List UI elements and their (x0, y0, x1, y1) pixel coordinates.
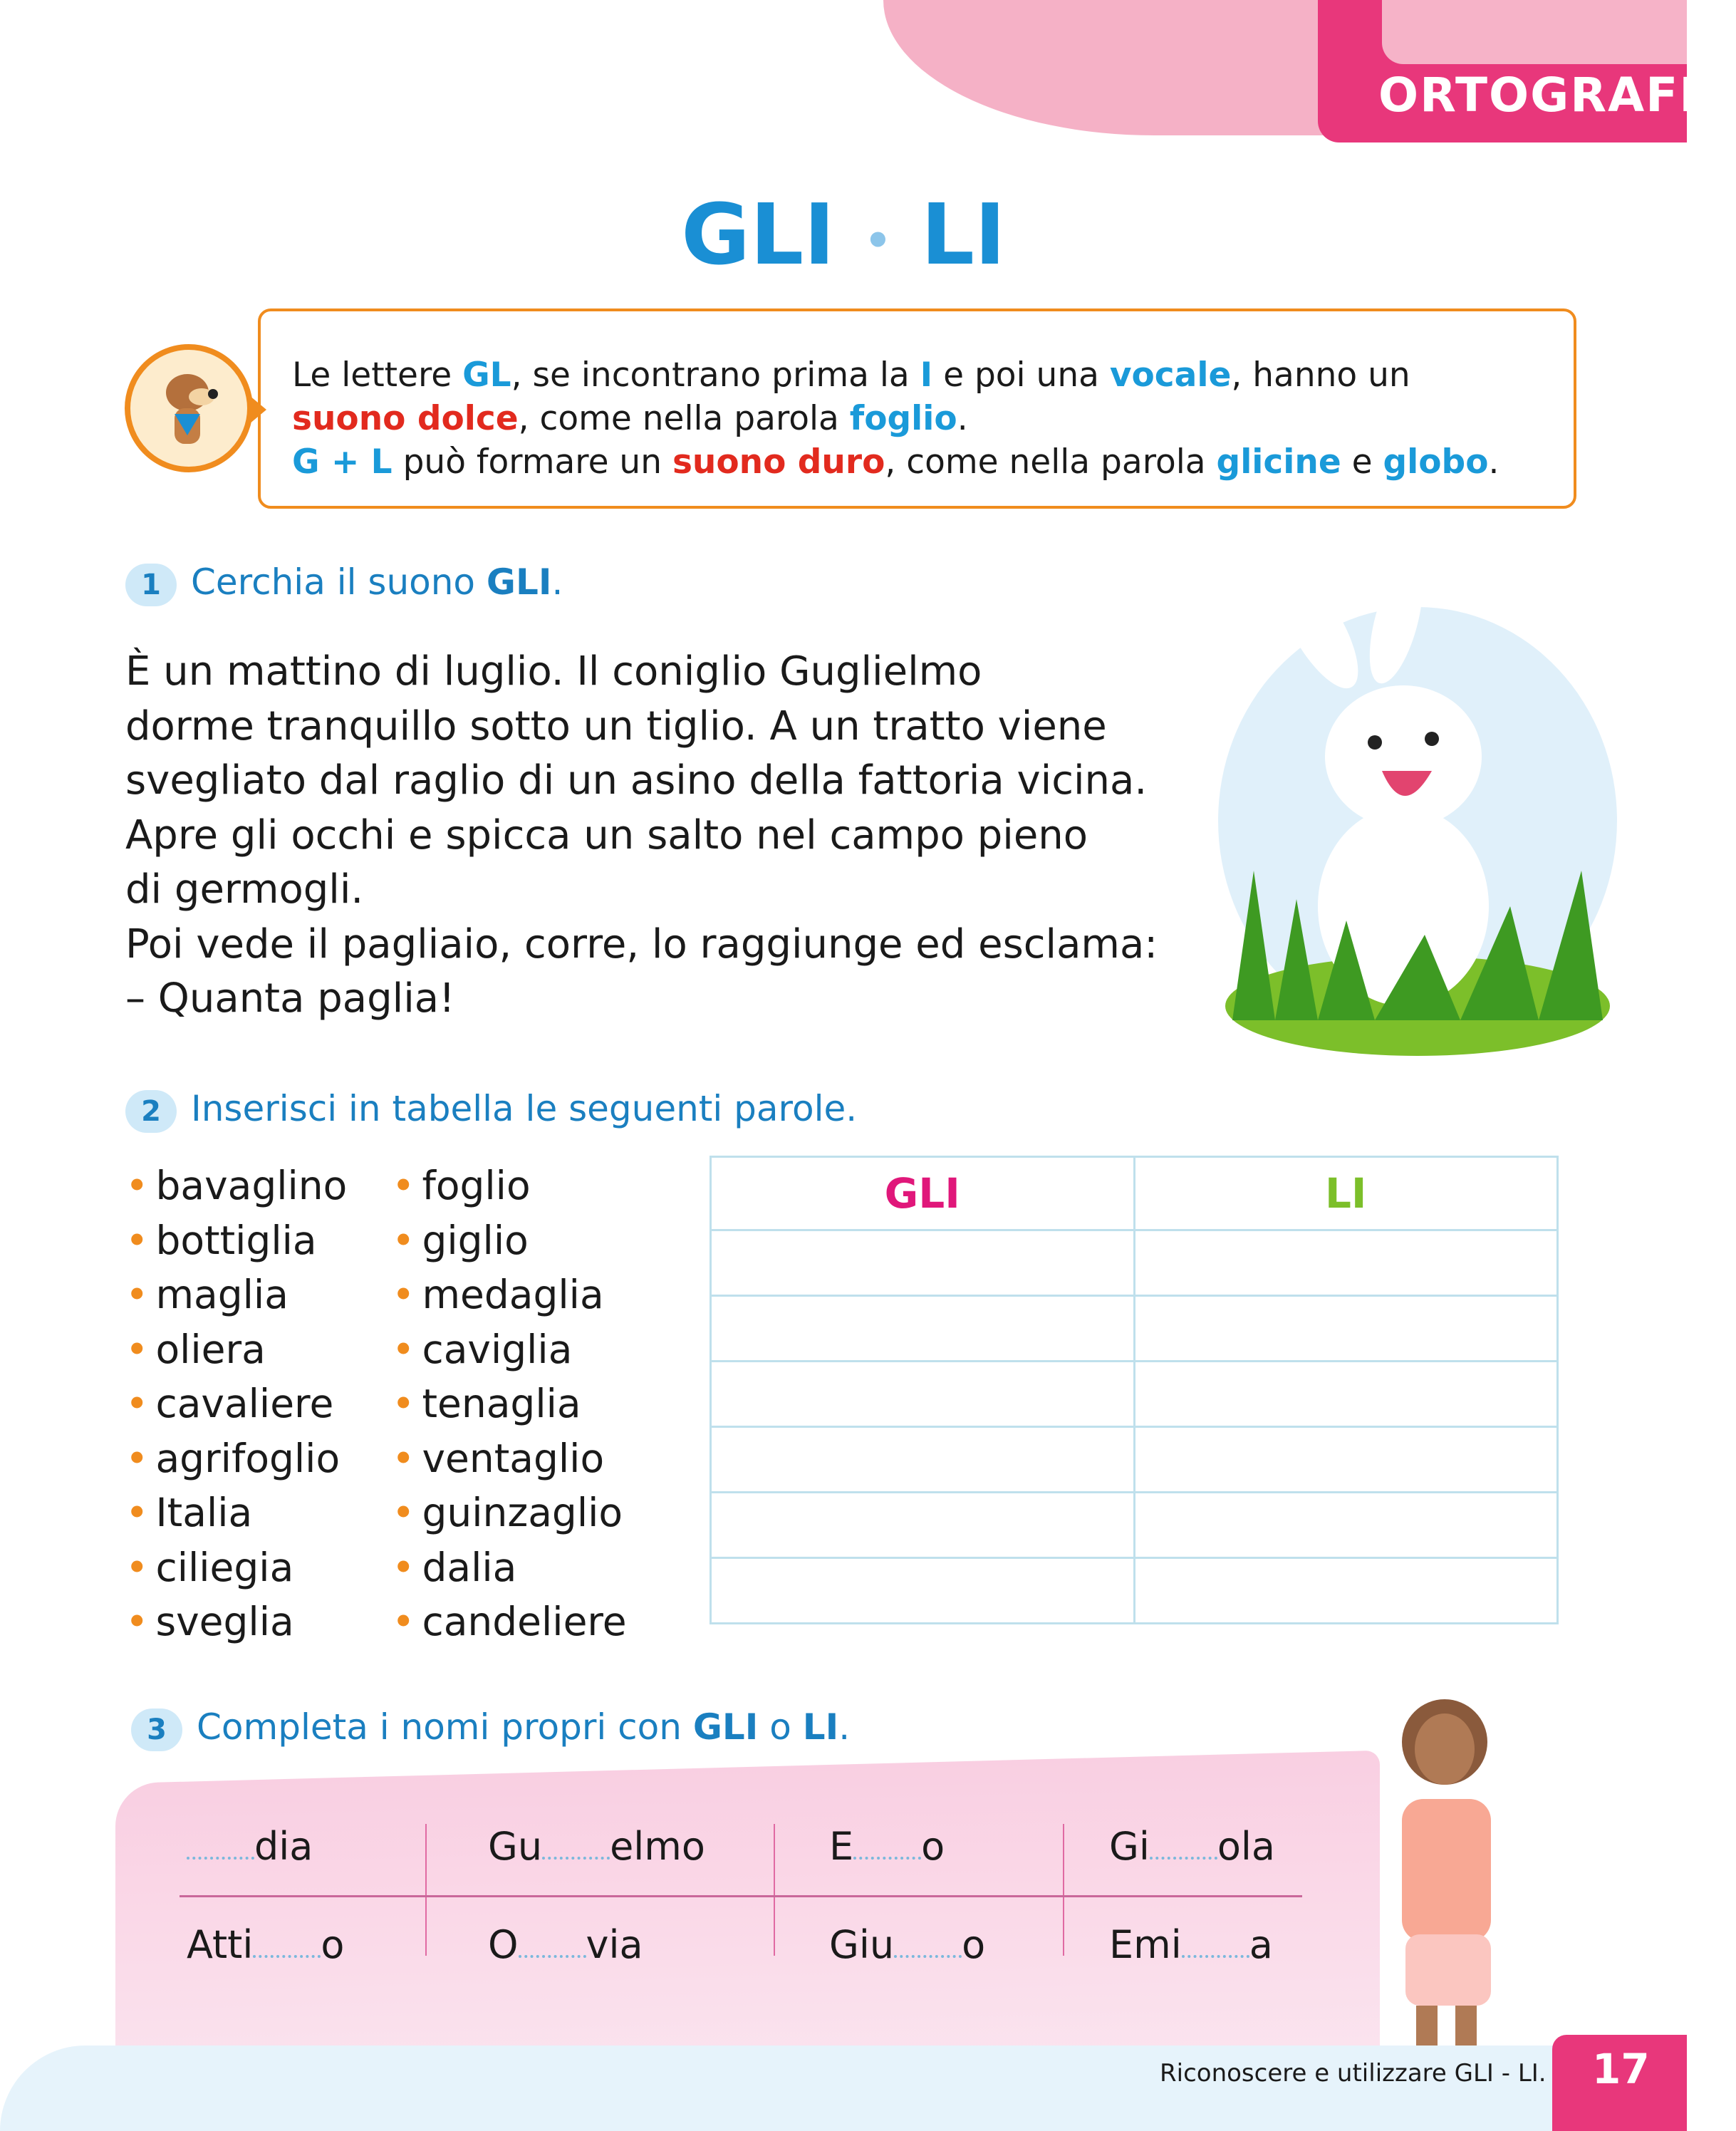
word-list-col-2 (392, 1158, 627, 1649)
table-cell[interactable] (1134, 1427, 1558, 1493)
name-cell[interactable]: Emi a (1109, 1922, 1273, 1967)
name-cell[interactable]: Giu o (829, 1922, 986, 1967)
exercise-number-badge: 3 (131, 1709, 182, 1751)
dog-mascot-icon (125, 344, 253, 472)
name-cell[interactable]: Gu elmo (488, 1824, 705, 1869)
text-line: dorme tranquillo sotto un tiglio. A un tratto viene (125, 702, 1107, 750)
word-item: • giglio (392, 1213, 627, 1268)
name-cell[interactable]: Atti o (187, 1922, 345, 1967)
name-cell[interactable]: E o (829, 1824, 945, 1869)
table-cell[interactable] (711, 1427, 1135, 1493)
word-item: • Italia (125, 1486, 347, 1540)
row-divider (180, 1895, 1302, 1897)
exercise-3-heading: 3 Completa i nomi propri con GLI o LI. (131, 1706, 850, 1751)
table-cell[interactable] (711, 1230, 1135, 1296)
word-item: • caviglia (392, 1322, 627, 1377)
word-item: • bottiglia (125, 1213, 347, 1268)
title-separator: • (864, 215, 892, 266)
footer-objective: Riconoscere e utilizzare GLI - LI. (1160, 2059, 1547, 2088)
word-item: • ventaglio (392, 1431, 627, 1486)
word-list-col-1 (125, 1158, 347, 1649)
word-item: • guinzaglio (392, 1486, 627, 1540)
column-header-li: LI (1134, 1157, 1558, 1230)
table-cell[interactable] (711, 1493, 1135, 1558)
speech-pointer (249, 395, 266, 424)
word-item: • sveglia (125, 1595, 347, 1649)
table-cell[interactable] (1134, 1362, 1558, 1427)
table-cell[interactable] (711, 1362, 1135, 1427)
table-cell[interactable] (1134, 1296, 1558, 1362)
word-item: • oliera (125, 1322, 347, 1377)
exercise-1-text (125, 645, 1158, 1027)
exercise-2-heading: 2 Inserisci in tabella le seguenti parole. (125, 1088, 857, 1133)
word-item: • dalia (392, 1540, 627, 1595)
table-cell[interactable] (1134, 1493, 1558, 1558)
section-tab-decor (1382, 0, 1687, 64)
word-item: • tenaglia (392, 1376, 627, 1431)
table-cell[interactable] (1134, 1558, 1558, 1624)
text-line: svegliato dal raglio di un asino della fattoria vicina. (125, 757, 1148, 804)
word-item: • bavaglino (125, 1158, 347, 1213)
exercise-number-badge: 2 (125, 1090, 177, 1133)
text-line: – Quanta paglia! (125, 975, 455, 1022)
section-tab-label: ORTOGRAFIA (1378, 68, 1736, 123)
footer-band (0, 2046, 1687, 2131)
table-cell[interactable] (1134, 1230, 1558, 1296)
column-header-gli: GLI (711, 1157, 1135, 1230)
word-item: • cavaliere (125, 1376, 347, 1431)
table-cell[interactable] (711, 1296, 1135, 1362)
exercise-number-badge: 1 (125, 564, 177, 606)
text-line: di germogli. (125, 866, 364, 913)
rule-line-2: suono dolce, come nella parola foglio. (292, 399, 968, 438)
word-item: • agrifoglio (125, 1431, 347, 1486)
word-item: • ciliegia (125, 1540, 347, 1595)
title-li: LI (920, 185, 1006, 284)
name-cell[interactable]: dia (187, 1824, 313, 1869)
word-item: • maglia (125, 1267, 347, 1322)
table-cell[interactable] (711, 1558, 1135, 1624)
rule-line-3: G + L può formare un suono duro, come nella parola glicine e globo. (292, 442, 1499, 482)
page-title (0, 185, 1687, 284)
text-line: È un mattino di luglio. Il coniglio Guglielmo (125, 648, 982, 695)
word-item: • foglio (392, 1158, 627, 1213)
girl-photo (1366, 1692, 1522, 2046)
title-gli: GLI (681, 185, 836, 284)
name-cell[interactable]: O via (488, 1922, 643, 1967)
name-cell[interactable]: Gi ola (1109, 1824, 1275, 1869)
text-line: Apre gli occhi e spicca un salto nel campo pieno (125, 812, 1088, 859)
sorting-table (710, 1156, 1559, 1624)
rule-line-1: Le lettere GL, se incontrano prima la I e poi una vocale, hanno un (292, 356, 1410, 395)
word-item: • candeliere (392, 1595, 627, 1649)
rule-box (258, 308, 1576, 509)
word-item: • medaglia (392, 1267, 627, 1322)
text-line: Poi vede il pagliaio, corre, lo raggiunge ed esclama: (125, 921, 1158, 968)
exercise-1-heading: 1 Cerchia il suono GLI. (125, 561, 563, 606)
bunny-illustration (1211, 564, 1624, 1060)
page-number: 17 (1592, 2045, 1650, 2093)
